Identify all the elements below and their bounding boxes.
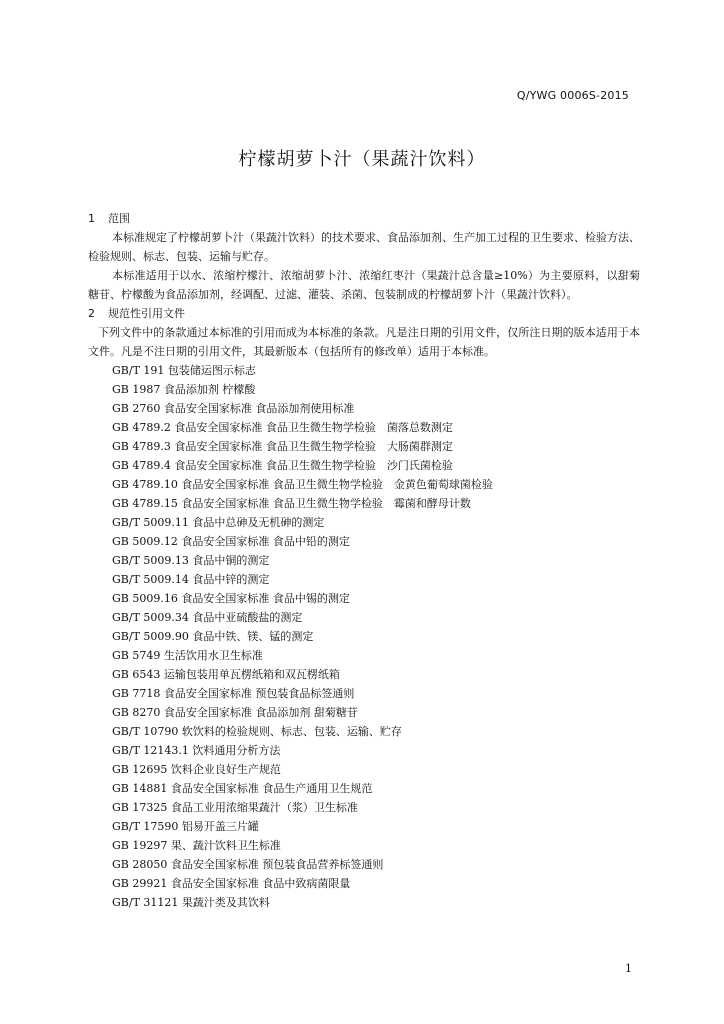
reference-item: GB 6543 运输包装用单瓦楞纸箱和双瓦楞纸箱 [112,668,340,681]
section-title: 规范性引用文件 [108,307,185,320]
document-title: 柠檬胡萝卜汁（果蔬汁饮料） [238,149,486,170]
standard-code: Q/YWG 0006S-2015 [516,89,629,102]
scope-paragraph: 本标准适用于以水、浓缩柠檬汁、浓缩胡萝卜汁、浓缩红枣汁（果蔬汁总含量≥10%）为主要原料，以甜菊糖苷、柠檬酸为食品添加剂，经调配、过滤、灌装、杀菌、包装制成的柠檬胡萝卜汁（果蔬汁饮料）。 [88,269,640,301]
reference-item: GB 12695 饮料企业良好生产规范 [112,763,281,776]
reference-item: GB 4789.15 食品安全国家标准 食品卫生微生物学检验 霉菌和酵母计数 [112,497,471,510]
reference-item: GB 4789.3 食品安全国家标准 食品卫生微生物学检验 大肠菌群测定 [112,440,453,453]
reference-list [88,361,640,912]
reference-item: GB 4789.4 食品安全国家标准 食品卫生微生物学检验 沙门氏菌检验 [112,459,453,472]
reference-item: GB/T 17590 铝易开盖三片罐 [112,820,259,833]
reference-item: GB/T 31121 果蔬汁类及其饮料 [112,896,270,909]
reference-item: GB 19297 果、蔬汁饮料卫生标准 [112,839,281,852]
reference-item: GB 4789.10 食品安全国家标准 食品卫生微生物学检验 金黄色葡萄球菌检验 [112,478,493,491]
reference-item: GB 2760 食品安全国家标准 食品添加剂使用标准 [112,402,355,415]
reference-item: GB/T 5009.13 食品中铜的测定 [112,554,270,567]
scope-paragraph: 本标准规定了柠檬胡萝卜汁（果蔬汁饮料）的技术要求、食品添加剂、生产加工过程的卫生要求、检验方法、检验规则、标志、包装、运输与贮存。 [88,231,640,263]
reference-item: GB 29921 食品安全国家标准 食品中致病菌限量 [112,877,351,890]
reference-item: GB/T 5009.90 食品中铁、镁、锰的测定 [112,630,314,643]
reference-item: GB/T 10790 软饮料的检验规则、标志、包装、运输、贮存 [112,725,402,738]
reference-item: GB 1987 食品添加剂 柠檬酸 [112,383,256,396]
reference-item: GB/T 5009.34 食品中亚硫酸盐的测定 [112,611,303,624]
reference-item: GB 5009.12 食品安全国家标准 食品中铅的测定 [112,535,350,548]
section-heading-normative-references [88,304,640,323]
section-title: 范围 [108,212,130,225]
reference-item: GB/T 5009.14 食品中锌的测定 [112,573,270,586]
reference-item: GB/T 5009.11 食品中总砷及无机砷的测定 [112,516,325,529]
reference-item: GB 28050 食品安全国家标准 预包装食品营养标签通则 [112,858,384,871]
references-intro-paragraph: 下列文件中的条款通过本标准的引用而成为本标准的条款。凡是注日期的引用文件，仅所注日期的版本适用于本文件。凡是不注日期的引用文件，其最新版本（包括所有的修改单）适用于本标准。 [88,326,640,358]
reference-item: GB 5749 生活饮用水卫生标准 [112,649,263,662]
reference-item: GB 17325 食品工业用浓缩果蔬汁（浆）卫生标准 [112,801,358,814]
reference-item: GB/T 12143.1 饮料通用分析方法 [112,744,281,757]
reference-item: GB 8270 食品安全国家标准 食品添加剂 甜菊糖苷 [112,706,358,719]
reference-item: GB 5009.16 食品安全国家标准 食品中锡的测定 [112,592,350,605]
reference-item: GB/T 191 包装储运图示标志 [112,364,256,377]
section-number: 1 [88,212,95,225]
section-heading-scope [88,209,640,228]
reference-item: GB 4789.2 食品安全国家标准 食品卫生微生物学检验 菌落总数测定 [112,421,453,434]
document-body [88,209,640,912]
reference-item: GB 7718 食品安全国家标准 预包装食品标签通则 [112,687,355,700]
section-number: 2 [88,307,95,320]
reference-item: GB 14881 食品安全国家标准 食品生产通用卫生规范 [112,782,373,795]
page-number: 1 [625,962,632,975]
